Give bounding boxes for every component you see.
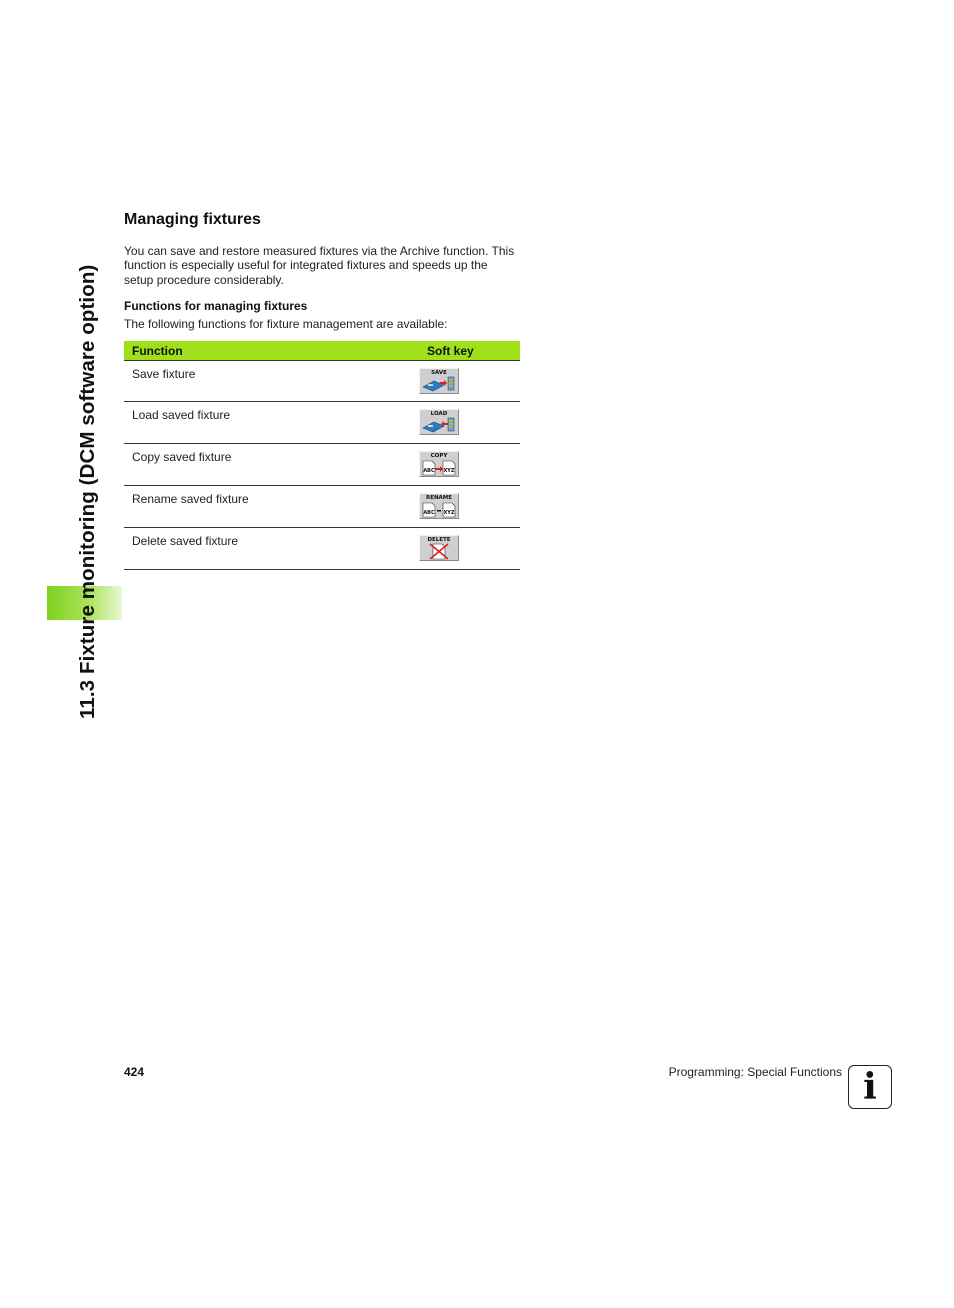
section-title: Managing fixtures bbox=[124, 211, 261, 228]
page-number: 424 bbox=[124, 1065, 145, 1079]
doc-label-from: ABC bbox=[423, 468, 435, 475]
function-name: Load saved fixture bbox=[132, 408, 231, 423]
header-function: Function bbox=[132, 343, 183, 358]
fixture-functions-table bbox=[124, 341, 520, 570]
table-row bbox=[124, 402, 520, 444]
copy-fixture-softkey[interactable]: COPY ABC XYZ bbox=[419, 451, 459, 477]
table-row bbox=[124, 360, 520, 402]
load-fixture-softkey[interactable]: LOAD bbox=[419, 409, 459, 435]
doc-label-to: XYZ bbox=[443, 468, 455, 475]
subsection-lead: The following functions for fixture management are available: bbox=[124, 317, 448, 332]
main-content bbox=[124, 209, 520, 570]
save-fixture-softkey-icon bbox=[420, 369, 458, 393]
table-row bbox=[124, 528, 520, 570]
copy-fixture-softkey-icon bbox=[420, 452, 458, 476]
header-soft-key: Soft key bbox=[427, 343, 474, 358]
info-icon bbox=[848, 1065, 892, 1109]
doc-label-to: XYZ bbox=[443, 510, 455, 517]
chapter-footer: Programming: Special Functions bbox=[668, 1065, 842, 1079]
table-header bbox=[124, 341, 520, 360]
function-name: Save fixture bbox=[132, 367, 196, 382]
doc-label-from: ABC bbox=[423, 510, 435, 517]
subsection-title: Functions for managing fixtures bbox=[124, 299, 308, 314]
rename-fixture-softkey[interactable]: RENAME ABC XYZ bbox=[419, 493, 459, 519]
info-icon-glyph: i bbox=[863, 1066, 877, 1108]
table-row bbox=[124, 486, 520, 528]
function-name: Delete saved fixture bbox=[132, 534, 239, 549]
function-name: Copy saved fixture bbox=[132, 450, 232, 465]
intro-paragraph: You can save and restore measured fixtures via the Archive function. This function is especially useful for integrated fixtures and speeds up the setup procedure considerably. bbox=[124, 244, 515, 287]
delete-fixture-softkey-icon bbox=[420, 536, 458, 560]
load-fixture-softkey-icon bbox=[420, 410, 458, 434]
chapter-side-title: 11.3 Fixture monitoring (DCM software option) bbox=[76, 264, 99, 719]
delete-fixture-softkey[interactable]: DELETE bbox=[419, 535, 459, 561]
rename-fixture-softkey-icon bbox=[420, 494, 458, 518]
function-name: Rename saved fixture bbox=[132, 492, 249, 507]
save-fixture-softkey[interactable]: SAVE bbox=[419, 368, 459, 394]
table-row bbox=[124, 444, 520, 486]
